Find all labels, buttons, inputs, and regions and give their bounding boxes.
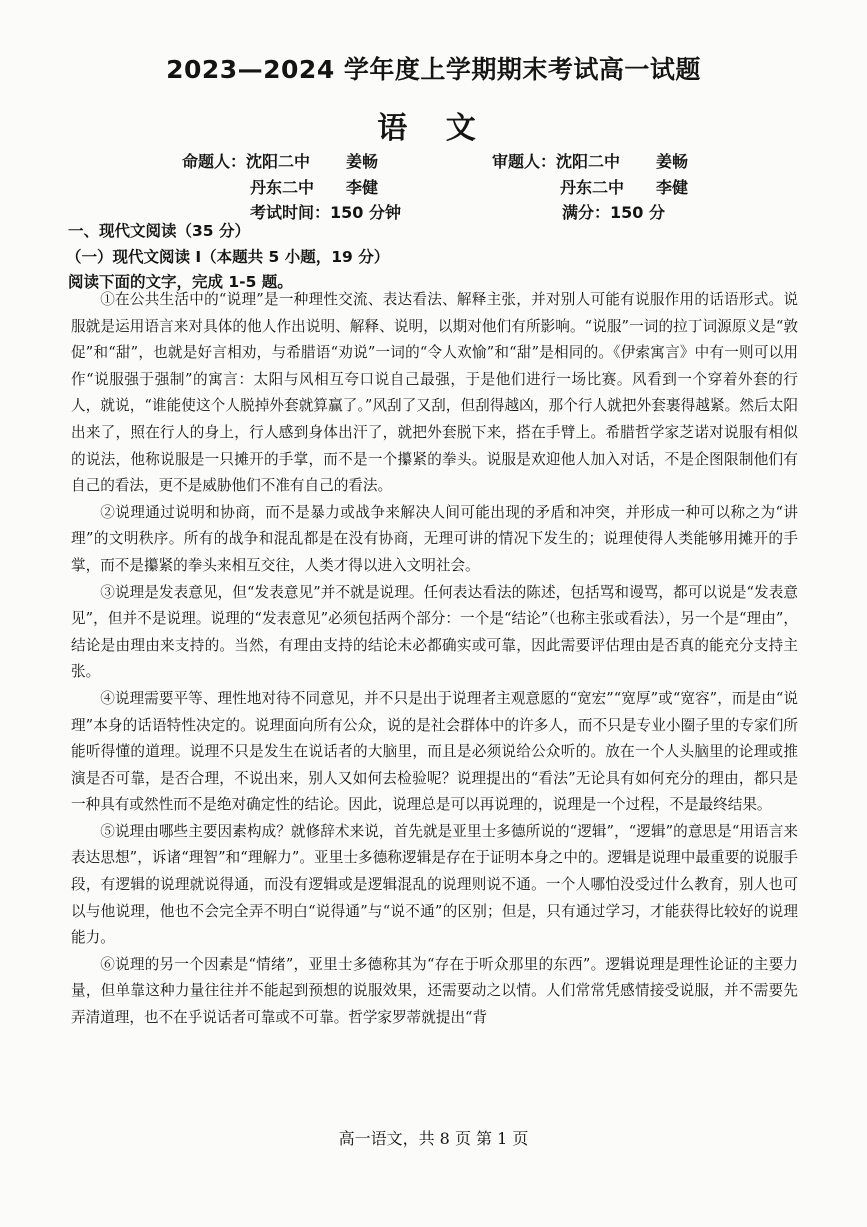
full-score: 满分：150 分	[562, 203, 665, 222]
exam-time: 考试时间：150 分钟	[250, 203, 401, 222]
passage-paragraph-1: ①在公共生活中的“说理”是一种理性交流、表达看法、解释主张，并对别人可能有说服作用的话语形式。说服就是运用语言来对具体的他人作出说明、解释、说明，以期对他们有所影响。“说服”一词的拉丁词源原义是“敦促”和“甜”，也就是好言相劝，与希腊语“劝说”一词的“令人欢愉”和“甜”是相同的。《伊索寓言》中有一则可以用作“说服强于强制”的寓言：太阳与风相互夸口说自己最强，于是他们进行一场比赛。风看到一个穿着外套的行人，就说，“谁能使这个人脱掉外套就算赢了。”风刮了又刮，但刮得越凶，那个行人就把外套裹得越紧。然后太阳出来了，照在行人的身上，行人感到身体出汗了，就把外套脱下来，搭在手臂上。希腊哲学家芝诺对说服有相似的说法，他称说服是一只摊开的手掌，而不是一个攥紧的拳头。说服是欢迎他人加入对话，不是企图限制他们有自己的看法，更不是威胁他们不准有自己的看法。	[71, 291, 798, 495]
reading-passage	[71, 287, 798, 1032]
reviewer-label: 审题人：沈阳二中	[492, 152, 621, 171]
reviewer-name-2: 李健	[656, 178, 689, 197]
exam-title: 2023—2024 学年度上学期期末考试高一试题	[166, 55, 701, 84]
subject-title: 语 文	[377, 111, 490, 146]
page-footer: 高一语文，共 8 页 第 1 页	[338, 1129, 529, 1148]
reviewer-school-2: 丹东二中	[560, 178, 625, 197]
passage-paragraph-5: ⑤说理由哪些主要因素构成？就修辞术来说，首先就是亚里士多德所说的“逻辑”，“逻辑”的意思是“用语言来表达思想”，诉诸“理智”和“理解力”。亚里士多德称逻辑是存在于证明本身之中的。逻辑是说理中最重要的说服手段，有逻辑的说理就说得通，而没有逻辑或是逻辑混乱的说理则说不通。一个人哪怕没受过什么教育，别人也可以与他说理，他也不会完全弄不明白“说得通”与“说不通”的区别；但是，只有通过学习，才能获得比较好的说理能力。	[71, 822, 798, 947]
subsection-heading: （一）现代文阅读 I（本题共 5 小题，19 分）	[66, 248, 390, 266]
section-heading: 一、现代文阅读（35 分）	[68, 222, 250, 240]
passage-paragraph-3: ③说理是发表意见，但“发表意见”并不就是说理。任何表达看法的陈述，包括骂和谩骂，都可以说是“发表意见”，但并不是说理。说理的“发表意见”必须包括两个部分：一个是“结论”（也称主张或看法），另一个是“理由”，结论是由理由来支持的。当然，有理由支持的结论未必都确实或可靠，因此需要评估理由是否真的能充分支持主张。	[71, 583, 798, 681]
setter-name-1: 姜畅	[346, 152, 379, 171]
reading-instruction: 阅读下面的文字，完成 1-5 题。	[68, 273, 293, 291]
passage-paragraph-6: ⑥说理的另一个因素是“情绪”，亚里士多德称其为“存在于听众那里的东西”。逻辑说理是理性论证的主要力量，但单靠这种力量往往并不能起到预想的说服效果，还需要动之以情。人们常常凭感情接受说服，并不需要先弄清道理，也不在乎说话者可靠或不可靠。哲学家罗蒂就提出“背	[71, 955, 798, 1027]
setter-school-2: 丹东二中	[250, 178, 315, 197]
passage-paragraph-2: ②说理通过说明和协商，而不是暴力或战争来解决人间可能出现的矛盾和冲突，并形成一种可以称之为“讲理”的文明秩序。所有的战争和混乱都是在没有协商，无理可讲的情况下发生的；说理使得人类能够用摊开的手掌，而不是攥紧的拳头来相互交往，人类才得以进入文明社会。	[71, 503, 798, 574]
passage-paragraph-4: ④说理需要平等、理性地对待不同意见，并不只是出于说理者主观意愿的“宽宏”“宽厚”或“宽容”，而是由“说理”本身的话语特性决定的。说理面向所有公众，说的是社会群体中的许多人，而不只是专业小圈子里的专家们所能听得懂的道理。说理不只是发生在说话者的大脑里，而且是必须说给公众听的。放在一个人头脑里的论理或推演是否可靠，是否合理，不说出来，别人又如何去检验呢？说理提出的“看法”无论具有如何充分的理由，都只是一种具有或然性而不是绝对确定性的结论。因此，说理总是可以再说理的，说理是一个过程，不是最终结果。	[71, 689, 798, 814]
setter-name-2: 李健	[346, 178, 379, 197]
setter-label: 命题人：沈阳二中	[182, 152, 311, 171]
reviewer-name-1: 姜畅	[656, 152, 689, 171]
